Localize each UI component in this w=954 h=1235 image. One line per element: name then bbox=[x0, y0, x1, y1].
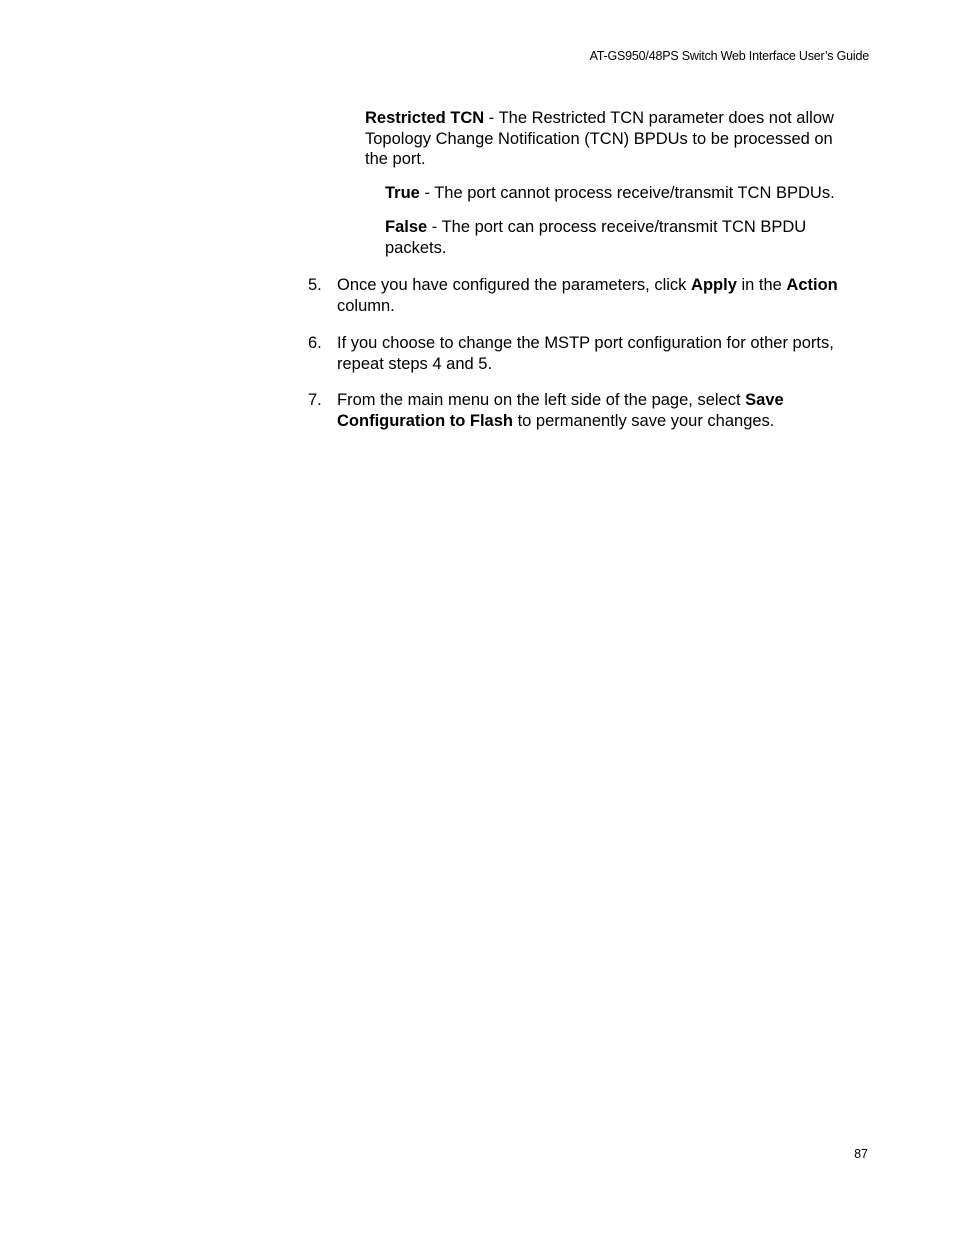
step-text-segment: Once you have configured the parameters, click bbox=[337, 276, 692, 294]
option-false-description: - The port can process receive/transmit TCN BPDU packets. bbox=[385, 218, 807, 257]
option-false-term: False bbox=[385, 218, 428, 236]
restricted-tcn-term: Restricted TCN bbox=[365, 109, 485, 127]
step-number: 5. bbox=[308, 276, 322, 294]
option-true-term: True bbox=[385, 184, 420, 202]
running-header: AT-GS950/48PS Switch Web Interface User’s Guide bbox=[589, 49, 869, 63]
save-configuration-term: Save Configuration to Flash bbox=[337, 391, 784, 430]
step-text-segment: From the main menu on the left side of the page, select bbox=[337, 391, 746, 409]
page-number: 87 bbox=[854, 1147, 868, 1161]
restricted-tcn-paragraph bbox=[365, 108, 860, 170]
step-text: If you choose to change the MSTP port configuration for other ports, repeat steps 4 and 5. bbox=[337, 334, 834, 373]
step-number: 6. bbox=[308, 334, 322, 352]
step-text-segment: column. bbox=[337, 296, 395, 315]
step-text bbox=[337, 275, 867, 316]
option-true-description: - The port cannot process receive/transmit TCN BPDUs. bbox=[419, 184, 835, 202]
restricted-tcn-description: - The Restricted TCN parameter does not allow Topology Change Notification (TCN) BPDUs to be processed on the port. bbox=[365, 109, 834, 168]
step-number: 7. bbox=[308, 391, 322, 409]
step-text-segment: to permanently save your changes. bbox=[512, 411, 775, 430]
action-term: Action bbox=[786, 276, 838, 294]
step-text bbox=[337, 390, 867, 431]
step-text-segment: in the bbox=[736, 276, 787, 294]
option-true-paragraph bbox=[385, 183, 865, 204]
apply-term: Apply bbox=[691, 276, 737, 294]
option-false-paragraph bbox=[385, 217, 835, 258]
